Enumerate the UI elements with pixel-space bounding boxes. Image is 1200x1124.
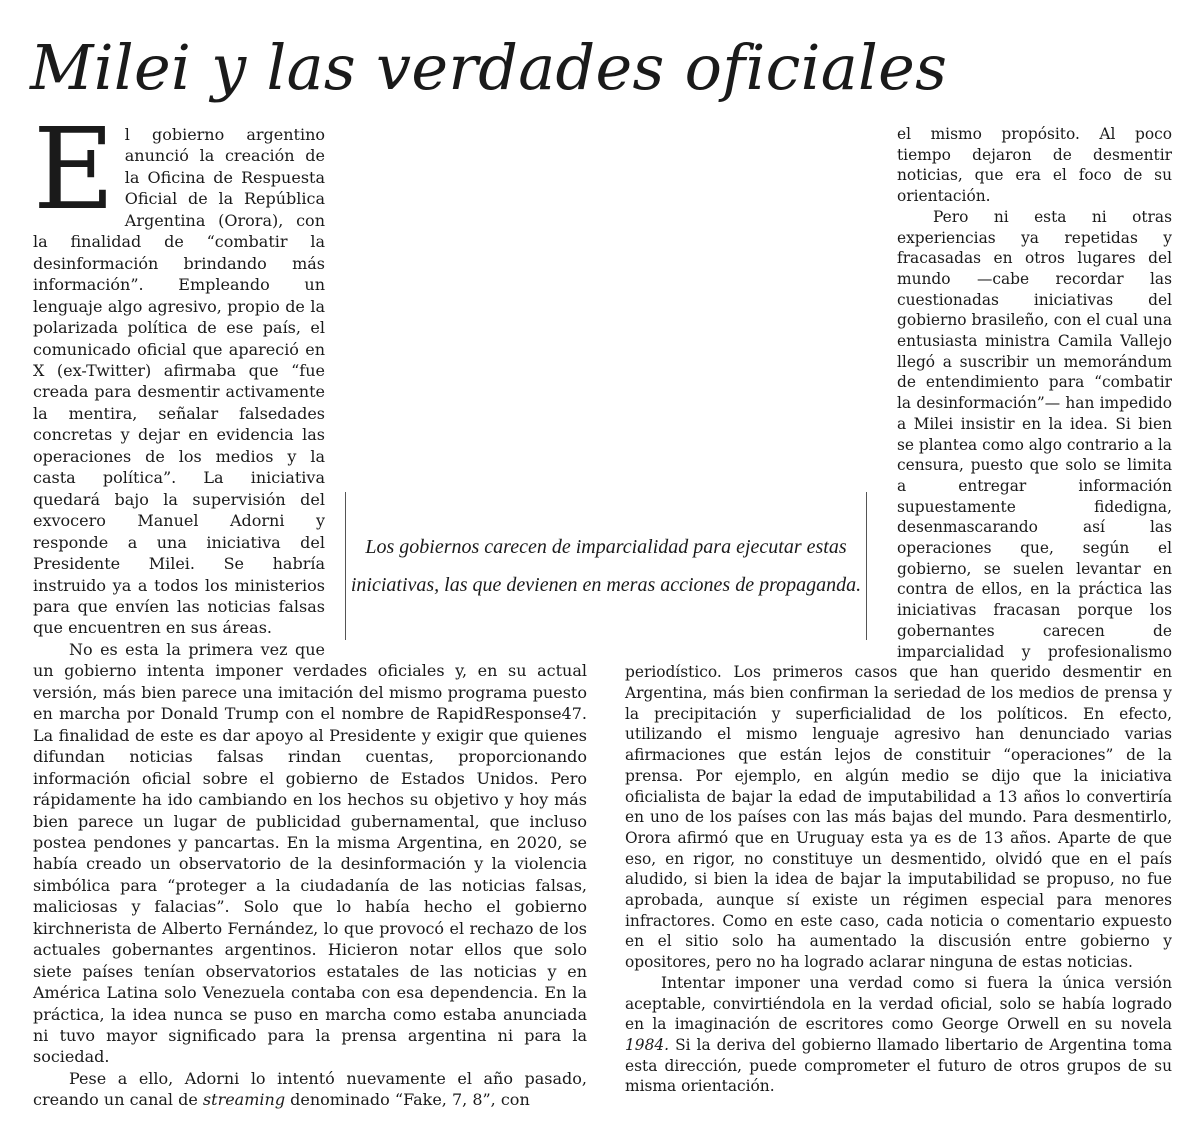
paragraph-3-text-a: Pese a ello, Adorni lo intentó nuevamente el año pasado, creando un canal de	[33, 1068, 587, 1110]
paragraph-6	[625, 973, 1172, 1097]
paragraph-3-italic: streaming	[202, 1090, 286, 1110]
paragraph-1-text: l gobierno argentino anunció la creación de la Oficina de Respuesta Oficial de la República Argentina (Orora), con la finalidad de “combatir la desinformación brindando más información”. Empleando un lenguaje algo agresivo, propio de la polarizada política de ese país, el comunicado oficial que apareció en X (ex-Twitter) afirmaba que “fue creada para desmentir activamente la mentira, señalar falsedades concretas y dejar en evidencia las operaciones de los medios y la casta política”. La iniciativa quedará bajo la supervisión del exvocero Manuel Adorni y responde a una iniciativa del Presidente Milei. Se habría instruido ya a todos los ministerios para que envíen las noticias falsas que encuentren en sus áreas.	[33, 125, 325, 638]
article-title: Milei y las verdades oficiales	[30, 31, 948, 104]
paragraph-6-text-b: Si la deriva del gobierno llamado libertario de Argentina toma esta dirección, puede comprometer el futuro de otros grupos de su misma orientación.	[625, 1035, 1172, 1096]
paragraph-4: el mismo propósito. Al poco tiempo dejaron de desmentir noticias, que era el foco de su orientación.	[897, 125, 1172, 206]
paragraph-2: No es esta la primera vez que un gobierno intenta imponer verdades oficiales y, en su actual versión, más bien parece una imitación del mismo programa puesto en marcha por Donald Trump con el nombre de RapidResponse47. La finalidad de este es dar apoyo al Presidente y exigir que quienes difundan noticias falsas rindan cuentas, proporcionando información oficial sobre el gobierno de Estados Unidos. Pero rápidamente ha ido cambiando en los hechos su objetivo y hoy más bien parece un lugar de publicidad gubernamental, que incluso postea pendones y pancartas. En la misma Argentina, en 2020, se había creado un observatorio de la desinformación y la violencia simbólica para “proteger a la ciudadanía de las noticias falsas, maliciosas y falacias”. Solo que lo había hecho el gobierno kirchnerista de Alberto Fernández, lo que provocó el rechazo de los actuales gobernantes argentinos. Hicieron notar ellos que solo siete países tenían observatorios estatales de las noticias y en América Latina solo Venezuela contaba con esa dependencia. En la práctica, la idea nunca se puso en marcha como estaba anunciada ni tuvo mayor significado para la prensa argentina ni para la sociedad.	[33, 639, 587, 1067]
paragraph-3-text-b: denominado “Fake, 7, 8”, con	[285, 1090, 530, 1110]
paragraph-6-text-a: Intentar imponer una verdad como si fuera la única versión aceptable, convirtiéndola en la verdad oficial, solo se había logrado en la imaginación de escritores como George Orwell en su novela	[625, 973, 1172, 1034]
pull-quote	[345, 492, 867, 640]
paragraph-5: Pero ni esta ni otras experiencias ya repetidas y fracasadas en otros lugares del mundo —cabe recordar las cuestionadas iniciativas del gobierno brasileño, con el cual una entusiasta ministra Camila Vallejo llegó a suscribir un memorándum de entendimiento para “combatir la desinformación”— han impedido a Milei insistir en la idea. Si bien se plantea como algo contrario a la censura, puesto que solo se limita a entregar información supuestamente fidedigna, desenmascarando así las operaciones que, según el gobierno, se suelen levantar en contra de ellos, en la práctica las iniciativas fracasan porque los gobernantes carecen de imparcialidad y profesionalismo periodístico. Los primeros casos que han querido desmentir en Argentina, más bien confirman la seriedad de los medios de prensa y la precipitación y superficialidad de los políticos. En efecto, utilizando el mismo lenguaje agresivo han denunciado varias afirmaciones que están lejos de constituir “operaciones” de la prensa. Por ejemplo, en algún medio se dijo que la iniciativa oficialista de bajar la edad de imputabilidad a 13 años lo convertiría en uno de los países con las más bajas del mundo. Para desmentirlo, Orora afirmó que en Uruguay esta ya es de 13 años. Aparte de que eso, en rigor, no constituye un desmentido, olvidó que en el país aludido, si bien la idea de bajar la imputabilidad se propuso, no fue aprobada, aunque sí existe un régimen especial para menores infractores. Como en este caso, cada noticia o comentario expuesto en el sitio solo ha aumentado la discusión entre gobierno y opositores, pero no ha logrado aclarar ninguna de estas noticias.	[625, 207, 1172, 972]
drop-cap: E	[33, 105, 115, 235]
paragraph-6-italic: 1984.	[625, 1035, 670, 1054]
pull-quote-text: Los gobiernos carecen de imparcialidad para ejecutar estas iniciativas, las que devienen en meras acciones de propaganda.	[350, 536, 862, 596]
paragraph-3	[33, 1068, 587, 1111]
